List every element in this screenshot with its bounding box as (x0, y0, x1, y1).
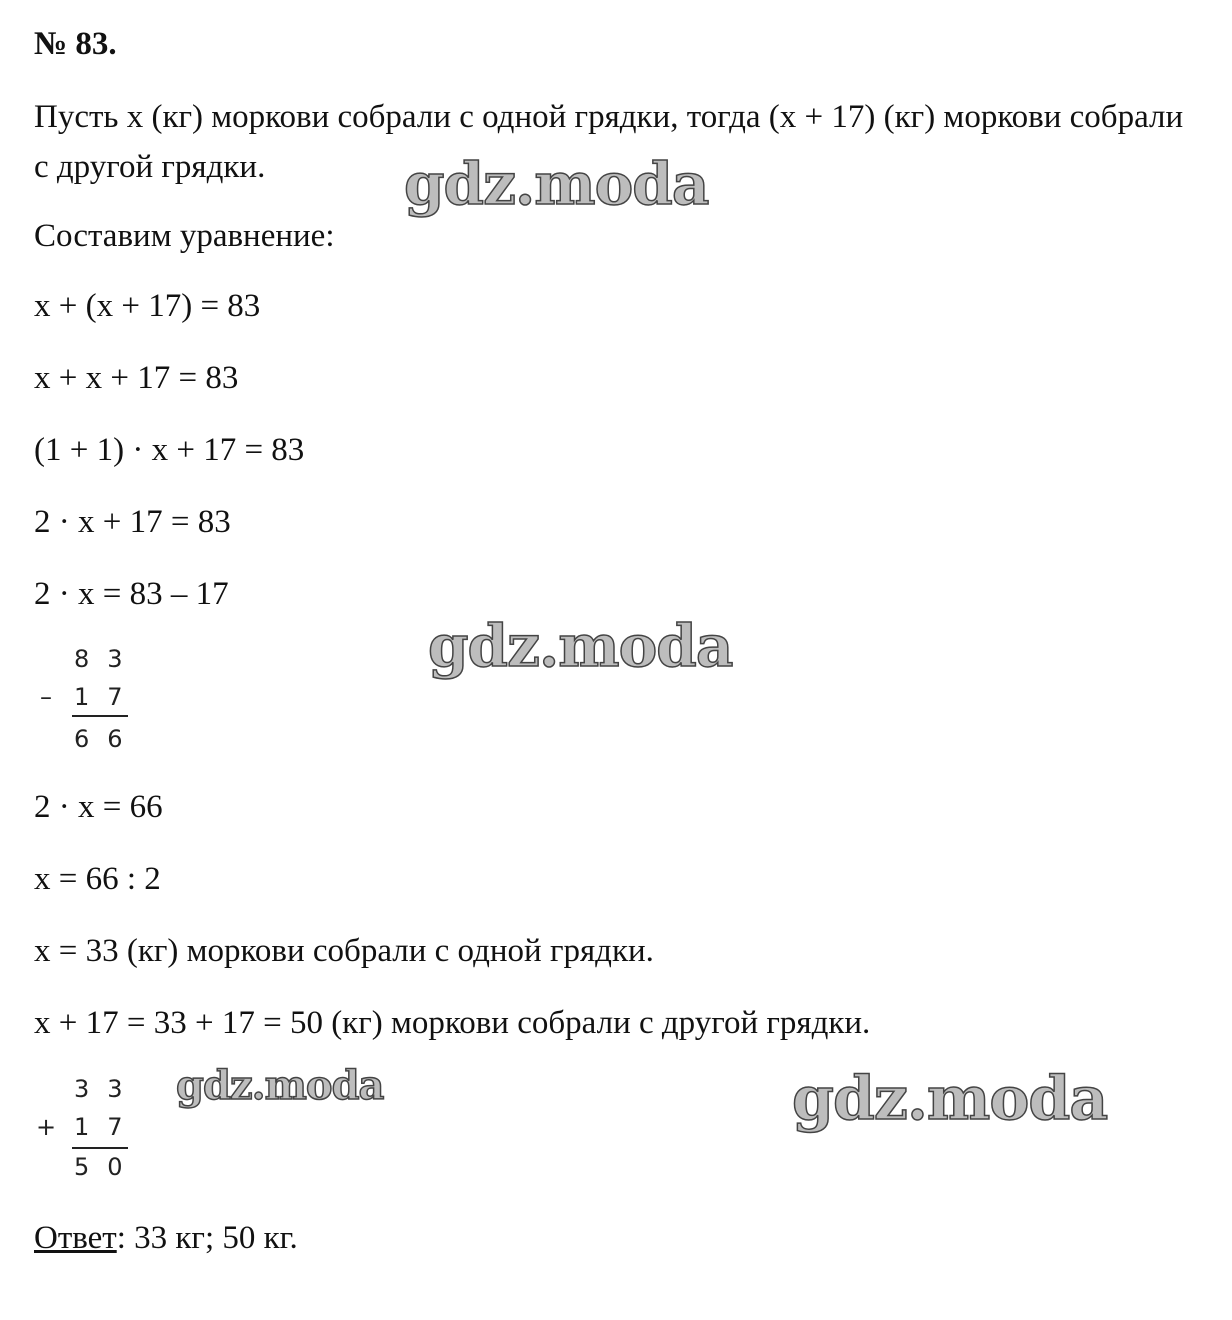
watermark-logo: gdz.moda (176, 1062, 384, 1109)
addition-second-row (36, 1113, 141, 1149)
watermark-logo: gdz.moda (428, 612, 733, 680)
equation-line: (1 + 1) · x + 17 = 83 (34, 432, 305, 468)
subtraction-subtrahend: 17 (74, 683, 141, 711)
compose-equation-label: Составим уравнение: (34, 218, 335, 254)
plus-sign: + (36, 1113, 57, 1141)
equation-line: x = 66 : 2 (34, 861, 161, 897)
result-line: x + 17 = 33 + 17 = 50 (кг) моркови собрали с другой грядки. (34, 1005, 871, 1041)
minus-sign: – (40, 683, 52, 711)
watermark-logo: gdz.moda (404, 150, 709, 218)
equation-line: x + (x + 17) = 83 (34, 288, 261, 324)
problem-number: № 83. (34, 26, 117, 62)
addition-first-row (36, 1075, 141, 1111)
subtraction-minuend: 83 (74, 645, 141, 673)
result-line: x = 33 (кг) моркови собрали с одной грядки. (34, 933, 654, 969)
addition-first-addend: 33 (74, 1075, 141, 1103)
addition-second-addend: 17 (74, 1113, 141, 1141)
addition-result: 50 (74, 1153, 141, 1181)
equation-line: x + x + 17 = 83 (34, 360, 239, 396)
subtraction-rule (72, 715, 128, 717)
problem-intro: Пусть x (кг) моркови собрали с одной грядки, тогда (x + 17) (кг) моркови собрали с другой грядки. (34, 99, 1184, 185)
subtraction-minuend-row (36, 645, 141, 681)
subtraction-result: 66 (74, 725, 141, 753)
watermark-logo: gdz.moda (792, 1064, 1108, 1134)
answer-text: : 33 кг; 50 кг. (116, 1220, 298, 1256)
addition-rule (72, 1147, 128, 1149)
subtraction-result-row (36, 725, 141, 761)
answer-label: Ответ (34, 1220, 117, 1256)
equation-line: 2 · x = 66 (34, 789, 163, 825)
addition-result-row (36, 1153, 141, 1189)
equation-line: 2 · x = 83 – 17 (34, 576, 229, 612)
subtraction-subtrahend-row (36, 683, 141, 719)
answer-line (34, 1216, 298, 1260)
equation-line: 2 · x + 17 = 83 (34, 504, 231, 540)
